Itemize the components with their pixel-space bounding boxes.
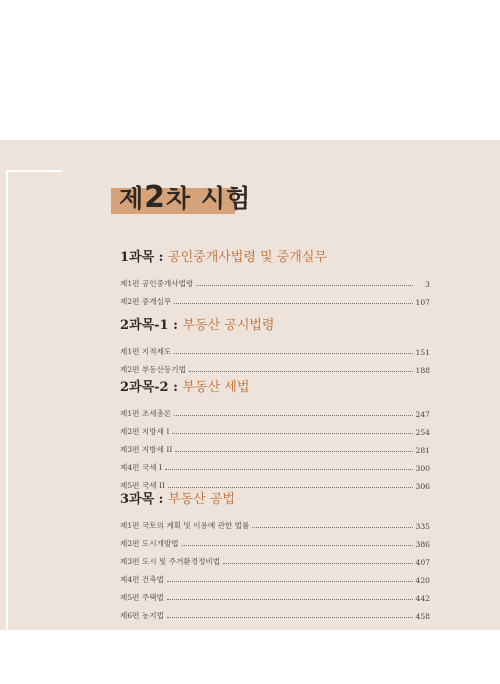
toc-label: 제5편 주택법 xyxy=(120,593,164,602)
toc-label: 제1편 공인중개사법령 xyxy=(120,279,194,288)
toc-page: 254 xyxy=(415,428,430,437)
toc-label: 제3편 도시 및 주거환경정비법 xyxy=(120,557,221,566)
leader-dots xyxy=(223,563,412,564)
toc-row[interactable] xyxy=(120,533,430,549)
toc-page: 407 xyxy=(415,558,430,567)
toc-row[interactable] xyxy=(120,439,430,455)
section-heading-prefix: 1과목 : xyxy=(120,250,169,265)
toc-page: 151 xyxy=(415,348,430,357)
exam-title xyxy=(107,181,251,215)
section-heading-prefix: 3과목 : xyxy=(120,492,169,507)
leader-dots xyxy=(167,599,413,600)
toc-row[interactable] xyxy=(120,569,430,585)
section-subject-2-2 xyxy=(120,376,430,493)
toc-label: 제4편 국세 I xyxy=(120,463,163,472)
toc-row[interactable] xyxy=(120,341,430,357)
leader-dots xyxy=(252,527,412,528)
toc-row[interactable] xyxy=(120,403,430,419)
toc-page: 188 xyxy=(415,366,430,375)
leader-dots xyxy=(189,371,413,372)
section-heading xyxy=(120,376,430,395)
section-heading-subject: 부동산 공시법령 xyxy=(182,318,275,333)
section-subject-1 xyxy=(120,246,430,309)
section-heading-subject: 공인중개사법령 및 중개실무 xyxy=(168,250,327,265)
leader-dots xyxy=(167,581,413,582)
toc-row[interactable] xyxy=(120,605,430,621)
toc-row[interactable] xyxy=(120,359,430,375)
toc-row[interactable] xyxy=(120,273,430,289)
section-heading-subject: 부동산 세법 xyxy=(182,380,250,395)
title-number: 2 xyxy=(144,180,167,215)
toc-page: 247 xyxy=(415,410,430,419)
toc-label: 제2편 도시개발법 xyxy=(120,539,179,548)
toc-page: 386 xyxy=(415,540,430,549)
section-heading-prefix: 2과목-2 : xyxy=(120,380,183,395)
section-heading-prefix: 2과목-1 : xyxy=(120,318,183,333)
section-heading xyxy=(120,314,430,333)
toc-row[interactable] xyxy=(120,421,430,437)
leader-dots xyxy=(165,469,412,470)
toc-label: 제3편 지방세 II xyxy=(120,445,173,454)
toc-page: 458 xyxy=(415,612,430,621)
toc-page: 300 xyxy=(415,464,430,473)
toc-label: 제4편 건축법 xyxy=(120,575,164,584)
title-prefix: 제 xyxy=(119,184,145,213)
leader-dots xyxy=(175,451,412,452)
toc-label: 제2편 중개실무 xyxy=(120,297,172,306)
title-suffix: 차 시험 xyxy=(166,184,252,213)
toc-page: 306 xyxy=(415,482,430,491)
leader-dots xyxy=(167,617,413,618)
toc-row[interactable] xyxy=(120,551,430,567)
toc-page: 281 xyxy=(415,446,430,455)
toc-label: 제1편 국토의 계획 및 이용에 관한 법률 xyxy=(120,521,250,530)
toc-label: 제6편 농지법 xyxy=(120,611,164,620)
section-subject-3 xyxy=(120,488,430,623)
toc-page: 335 xyxy=(415,522,430,531)
toc-label: 제1편 조세총론 xyxy=(120,409,172,418)
section-heading-subject: 부동산 공법 xyxy=(168,492,235,507)
toc-label: 제2편 지방세 I xyxy=(120,427,170,436)
toc-row[interactable] xyxy=(120,587,430,603)
section-subject-2-1 xyxy=(120,314,430,377)
toc-label: 제1편 지적제도 xyxy=(120,347,172,356)
toc-row[interactable] xyxy=(120,291,430,307)
leader-dots xyxy=(182,545,413,546)
toc-label: 제2편 부동산등기법 xyxy=(120,365,186,374)
toc-row[interactable] xyxy=(120,457,430,473)
toc-page: 420 xyxy=(415,576,430,585)
decorative-bar xyxy=(6,170,8,630)
leader-dots xyxy=(174,353,412,354)
section-heading xyxy=(120,246,430,265)
leader-dots xyxy=(196,285,413,286)
decorative-line xyxy=(6,170,62,172)
toc-label: 제5편 국세 II xyxy=(120,481,166,490)
leader-dots xyxy=(172,433,412,434)
leader-dots xyxy=(174,303,412,304)
toc-page: 3 xyxy=(425,280,430,289)
toc-page: 442 xyxy=(415,594,430,603)
leader-dots xyxy=(174,415,412,416)
toc-page: 107 xyxy=(415,298,430,307)
section-heading xyxy=(120,488,430,507)
toc-row[interactable] xyxy=(120,515,430,531)
